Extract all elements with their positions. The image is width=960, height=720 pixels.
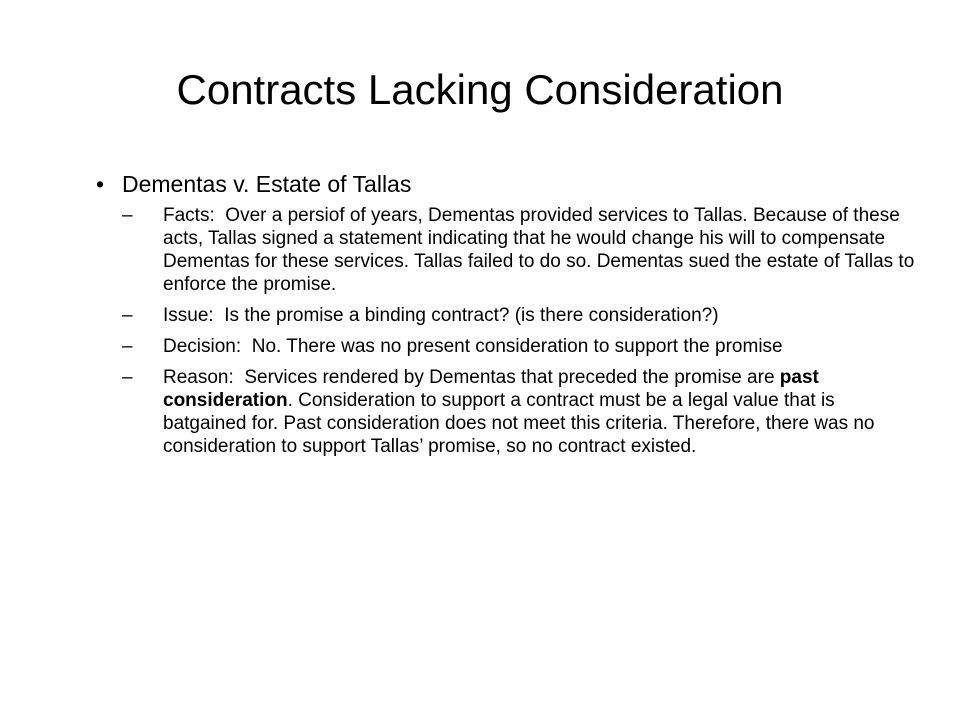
- bullet-icon: •: [96, 171, 105, 197]
- issue-item: [122, 304, 916, 327]
- case-name: Dementas v. Estate of Tallas: [122, 171, 412, 197]
- reason-text-after: . Consideration to support a contract must be a legal value that is batgained for. Past consideration does not meet this criteria. Therefore, there was no consideration to support Tallas’ promise, so no contract existed.: [163, 390, 875, 457]
- facts-label: Facts:: [163, 205, 215, 226]
- reason-label: Reason:: [163, 367, 234, 388]
- facts-item: [122, 204, 916, 296]
- dash-icon: –: [122, 205, 133, 226]
- issue-label: Issue:: [163, 305, 214, 326]
- facts-text: Over a persiof of years, Dementas provided services to Tallas. Because of these acts, Tallas signed a statement indicating that he would change his will to compensate Dementas for these services. Tallas failed to do so. Dementas sued the estate of Tallas to enforce the promise.: [163, 205, 915, 295]
- reason-text-before: Services rendered by Dementas that preceded the promise are: [244, 367, 780, 388]
- decision-item: [122, 335, 916, 358]
- dash-icon: –: [122, 305, 133, 326]
- dash-icon: –: [122, 367, 133, 388]
- reason-item: [122, 366, 916, 458]
- issue-text: Is the promise a binding contract? (is there consideration?): [224, 305, 719, 326]
- slide-title: Contracts Lacking Consideration: [176, 66, 784, 113]
- slide-body: [96, 168, 916, 466]
- case-bullet-item: [96, 168, 916, 200]
- dash-icon: –: [122, 336, 133, 357]
- reason-emphasis: past consideration: [163, 367, 819, 411]
- decision-label: Decision:: [163, 336, 242, 357]
- decision-text: No. There was no present consideration to support the promise: [251, 336, 783, 357]
